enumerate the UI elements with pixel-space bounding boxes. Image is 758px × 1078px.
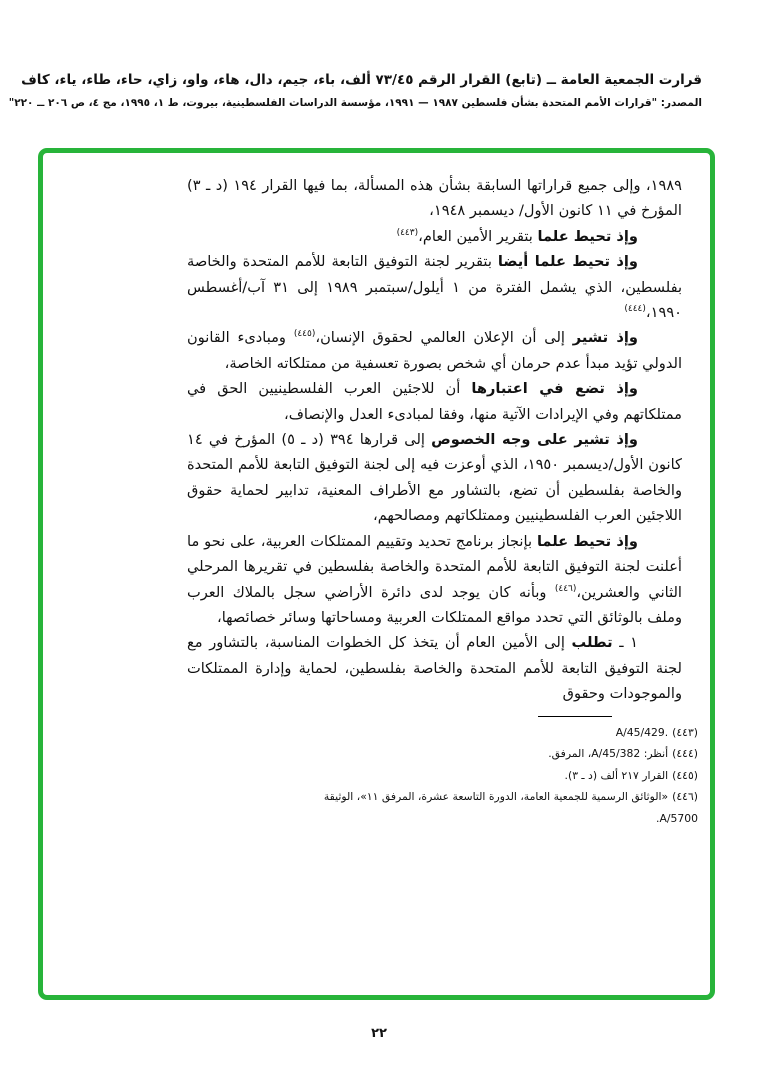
- page-header: [8, 72, 702, 109]
- body-text: بتقرير لجنة التوفيق التابعة للأمم المتحدة والخاصة بفلسطين، الذي يشمل الفترة من ١ أيلول/سبتمبر ١٩٨٩ إلى ٣١ آب/أغسطس ١٩٩٠،: [187, 253, 683, 322]
- document-body: [187, 173, 682, 707]
- footnote-text: القرار ٢١٧ ألف (د ـ ٣).: [564, 768, 669, 782]
- paragraph: [187, 376, 682, 427]
- footnote-text: أنظر: A/45/382، المرفق.: [548, 747, 669, 761]
- footnote-number: (٤٤٣): [672, 725, 698, 739]
- footnote-marker: (٤٤٣): [396, 227, 419, 238]
- footnotes-section: [300, 722, 698, 830]
- body-text: ومبادىء القانون الدولي تؤيد مبدأ عدم حرمان أي شخص بصورة تعسفية من ممتلكاته الخاصة،: [187, 329, 682, 372]
- paragraph: [187, 224, 682, 249]
- emphasis-text: وإذ تحيط علما: [537, 227, 638, 245]
- header-source: المصدر: "قرارات الأمم المتحدة بشأن فلسطين ١٩٨٧ — ١٩٩١، مؤسسة الدراسات الفلسطينية، بيروت، ط ١، ١٩٩٥، مج ٤، ص ٢٠٦ ــ ٢٢٠": [8, 97, 702, 109]
- body-text: ١ ـ: [612, 634, 638, 652]
- paragraph: [187, 325, 682, 376]
- emphasis-text: تطلب: [571, 634, 613, 652]
- emphasis-text: وإذ تحيط علما أيضا: [497, 253, 638, 271]
- body-text: إلى أن الإعلان العالمي لحقوق الإنسان،: [315, 329, 573, 347]
- paragraph: [187, 427, 682, 529]
- footnote-text: A/45/429.‎: [615, 725, 669, 739]
- footnote-number: (٤٤٤): [672, 747, 698, 761]
- emphasis-text: وإذ تشير على وجه الخصوص: [431, 431, 638, 449]
- body-text: بإنجاز برنامج تحديد وتقييم الممتلكات العربية، على نحو ما أعلنت لجنة التوفيق التابعة للأمم المتحدة والخاصة بفلسطين في تقريرها المرحلي الثاني والعشرين،: [187, 532, 682, 601]
- footnote-text: «الوثائق الرسمية للجمعية العامة، الدورة التاسعة عشرة، المرفق ١١»، الوثيقة A/5700.: [323, 790, 698, 825]
- emphasis-text: وإذ تشير: [572, 329, 638, 347]
- paragraph: [187, 173, 682, 224]
- footnote: [300, 786, 698, 829]
- footnote-marker: (٤٤٦): [554, 583, 577, 594]
- paragraph: [187, 630, 682, 706]
- paragraph: [187, 529, 682, 631]
- body-text: ١٩٨٩، وإلى جميع قراراتها السابقة بشأن هذه المسألة، بما فيها القرار ١٩٤ (د ـ ٣) المؤرخ في ١١ كانون الأول/ ديسمبر ١٩٤٨،: [187, 177, 683, 220]
- body-text: وبأنه كان يوجد لدى دائرة الأراضي سجل بالملاك العرب وملف بالوثائق التي تحدد مواقع الممتلكات العربية ومساحاتها وسائر خصائصها،: [187, 583, 682, 626]
- footnote-number: (٤٤٦): [672, 790, 698, 804]
- paragraph: [187, 249, 682, 325]
- footnote: [300, 722, 698, 744]
- footnote: [300, 743, 698, 765]
- footnote-marker: (٤٤٥): [293, 329, 316, 340]
- emphasis-text: وإذ تحيط علما: [536, 532, 638, 550]
- footnote-number: (٤٤٥): [672, 768, 698, 782]
- footnote-marker: (٤٤٤): [624, 304, 646, 315]
- emphasis-text: وإذ تضع في اعتبارها: [471, 380, 638, 398]
- footnote: [300, 765, 698, 787]
- header-title: قرارت الجمعية العامة ــ (تابع) القرار الرقم ٧٣/٤٥ ألف، باء، جيم، دال، هاء، واو، زاي، حاء، طاء، ياء، كاف: [21, 72, 702, 88]
- body-text: أن للاجئين العرب الفلسطينيين الحق في ممتلكاتهم وفي الإيرادات الآتية منها، وفقا لمبادىء العدل والإنصاف،: [187, 380, 682, 423]
- green-highlight-box: [38, 148, 715, 1000]
- body-text: بتقرير الأمين العام،: [418, 227, 538, 245]
- page-number: ٢٢: [371, 1026, 387, 1041]
- body-text: إلى قرارها ٣٩٤ (د ـ ٥) المؤرخ في ١٤ كانون الأول/ديسمبر ١٩٥٠، الذي أوعزت فيه إلى لجنة التوفيق التابعة للأمم المتحدة والخاصة بفلسطين أن تضع، بالتشاور مع الأطراف المعنية، تدابير لحماية حقوق اللاجئين العرب الفلسطينيين وممتلكاتهم ومصالحهم،: [187, 431, 682, 525]
- body-text: إلى الأمين العام أن يتخذ كل الخطوات المناسبة، بالتشاور مع لجنة التوفيق التابعة للأمم المتحدة والخاصة بفلسطين، لحماية وإدارة الممتلكات والموجودات وحقوق: [187, 634, 682, 703]
- footnote-separator: [538, 716, 612, 717]
